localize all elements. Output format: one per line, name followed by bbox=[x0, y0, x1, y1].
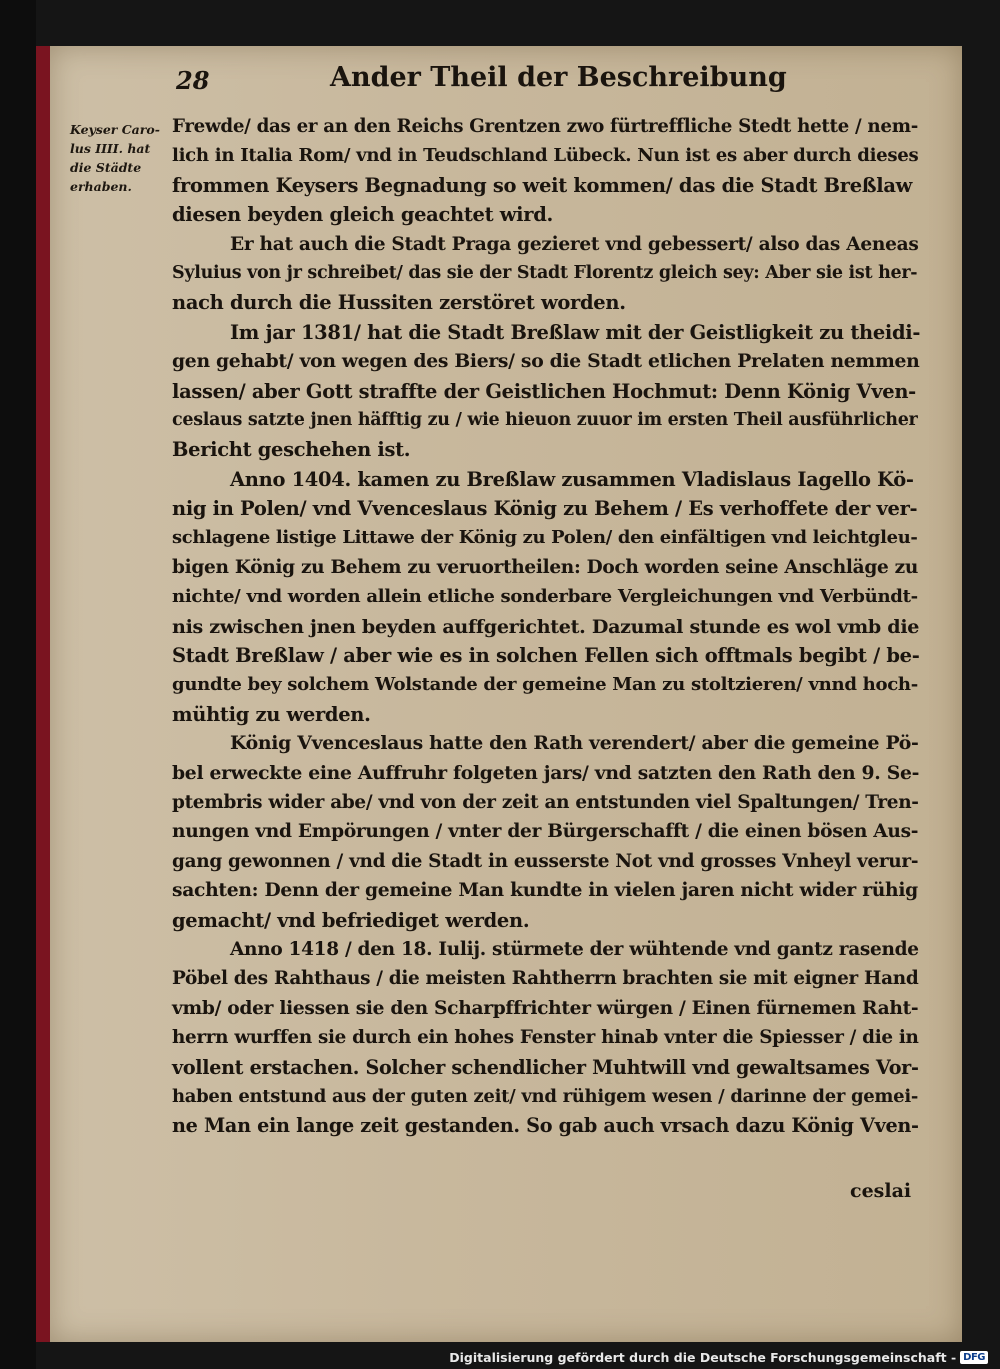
text-line: ceslaus satzte jnen häfftig zu / wie hieuon zuuor im ersten Theil ausführlicher bbox=[172, 409, 918, 430]
text-line: vollent erstachen. Solcher schendlicher Muhtwill vnd gewaltsames Vor- bbox=[172, 1055, 919, 1079]
footer-text: Digitalisierung gefördert durch die Deutsche Forschungsgemeinschaft - bbox=[449, 1350, 957, 1365]
text-line: nach durch die Hussiten zerstöret worden. bbox=[172, 291, 626, 315]
text-line: bigen König zu Behem zu veruortheilen: Doch worden seine Anschläge zu bbox=[172, 556, 918, 578]
dfg-logo-icon: DFG bbox=[960, 1351, 988, 1364]
text-line: Syluius von jr schreibet/ das sie der Stadt Florentz gleich sey: Aber sie ist her- bbox=[172, 262, 918, 283]
marginal-note bbox=[70, 120, 180, 196]
text-line: gang gewonnen / vnd die Stadt in eusserste Not vnd grosses Vnheyl verur- bbox=[172, 850, 919, 872]
text-line: lich in Italia Rom/ vnd in Teudschland Lübeck. Nun ist es aber durch dieses bbox=[172, 145, 919, 167]
body-text bbox=[172, 112, 922, 1141]
text-line: Im jar 1381/ hat die Stadt Breßlaw mit der Geistligkeit zu theidi- bbox=[230, 320, 921, 344]
text-line: Anno 1404. kamen zu Breßlaw zusammen Vladislaus Iagello Kö- bbox=[230, 467, 914, 491]
text-line: Pöbel des Rahthaus / die meisten Rahtherrn brachten sie mit eigner Hand bbox=[172, 968, 919, 990]
scan-edge bbox=[0, 0, 36, 1369]
text-line: lassen/ aber Gott straffte der Geistlichen Hochmut: Denn König Vven- bbox=[172, 379, 916, 403]
text-line: Frewde/ das er an den Reichs Grentzen zwo fürtreffliche Stedt hette / nem- bbox=[172, 116, 918, 137]
text-line: Bericht geschehen ist. bbox=[172, 438, 411, 462]
text-line: bel erweckte eine Auffruhr folgeten jars/ vnd satzten den Rath den 9. Se- bbox=[172, 761, 920, 784]
text-line: sachten: Denn der gemeine Man kundte in vielen jaren nicht wider rühig bbox=[172, 879, 918, 902]
text-line: Er hat auch die Stadt Praga gezieret vnd gebessert/ also das Aeneas bbox=[230, 233, 919, 255]
text-line: Anno 1418 / den 18. Iulij. stürmete der wühtende vnd gantz rasende bbox=[230, 938, 919, 960]
text-line: ne Man ein lange zeit gestanden. So gab auch vrsach dazu König Vven- bbox=[172, 1114, 919, 1138]
text-line: ptembris wider abe/ vnd von der zeit an entstunden viel Spaltungen/ Tren- bbox=[172, 791, 919, 813]
marginal-note-line: die Städte bbox=[70, 160, 142, 175]
digitization-footer bbox=[449, 1350, 988, 1365]
text-line: mühtig zu werden. bbox=[172, 702, 371, 726]
text-line: gundte bey solchem Wolstande der gemeine Man zu stoltzieren/ vnnd hoch- bbox=[172, 674, 918, 696]
text-line: nig in Polen/ vnd Vvenceslaus König zu Behem / Es verhoffete der ver- bbox=[172, 497, 918, 521]
text-line: nis zwischen jnen beyden auffgerichtet. Dazumal stunde es wol vmb die bbox=[172, 614, 920, 638]
text-line: gemacht/ vnd befriediget werden. bbox=[172, 908, 530, 932]
running-head: Ander Theil der Beschreibung bbox=[330, 62, 787, 93]
text-line: diesen beyden gleich geachtet wird. bbox=[172, 203, 553, 227]
text-line: frommen Keysers Begnadung so weit kommen/ das die Stadt Breßlaw bbox=[172, 173, 913, 197]
text-line: haben entstund aus der guten zeit/ vnd rühigem wesen / darinne der gemei- bbox=[172, 1085, 919, 1107]
marginal-note-line: erhaben. bbox=[70, 179, 132, 194]
text-line: Stadt Breßlaw / aber wie es in solchen Fellen sich offtmals begibt / be- bbox=[172, 644, 920, 668]
catchword: ceslai bbox=[850, 1180, 912, 1202]
text-line: schlagene listige Littawe der König zu Polen/ den einfältigen vnd leichtgleu- bbox=[172, 527, 918, 549]
marginal-note-line: lus IIII. hat bbox=[70, 141, 151, 156]
text-line: nichte/ vnd worden allein etliche sonderbare Vergleichungen vnd Verbündt- bbox=[172, 586, 918, 608]
text-line: vmb/ oder liessen sie den Scharpffrichter würgen / Einen fürnemen Raht- bbox=[172, 997, 919, 1019]
text-line: gen gehabt/ von wegen des Biers/ so die Stadt etlichen Prelaten nemmen bbox=[172, 350, 920, 373]
page-number: 28 bbox=[176, 66, 210, 95]
text-line: König Vvenceslaus hatte den Rath verendert/ aber die gemeine Pö- bbox=[230, 732, 919, 755]
text-line: herrn wurffen sie durch ein hohes Fenster hinab vnter die Spiesser / die in bbox=[172, 1027, 919, 1049]
text-line: nungen vnd Empörungen / vnter der Bürgerschafft / die einen bösen Aus- bbox=[172, 821, 919, 843]
marginal-note-line: Keyser Caro- bbox=[70, 122, 160, 137]
